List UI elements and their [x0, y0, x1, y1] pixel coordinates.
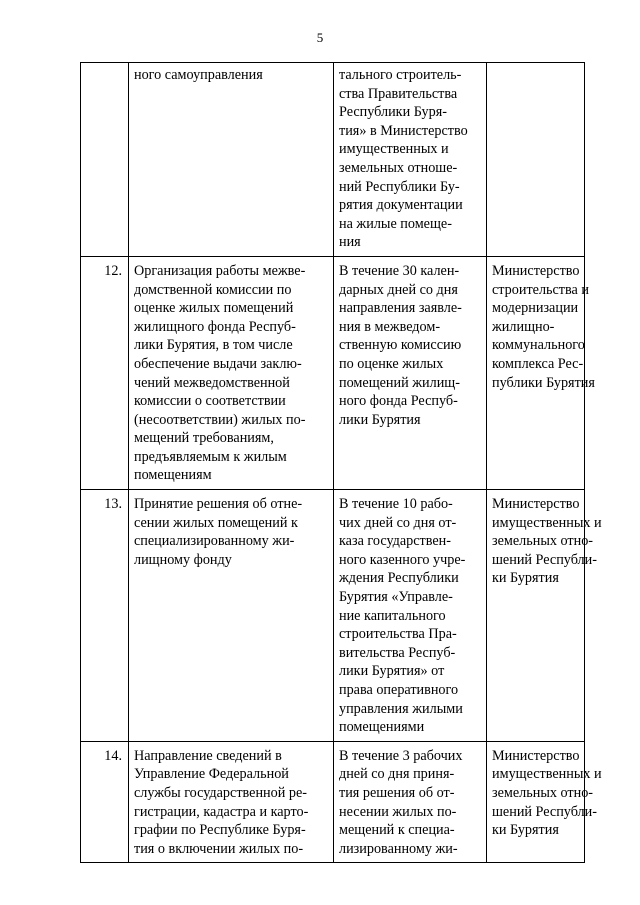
responsible-text-line: комплекса Рес-	[492, 355, 584, 372]
responsible-cell	[487, 490, 602, 742]
deadline-text-line: имущественных и	[339, 141, 449, 158]
deadline-text-line: ния в межведом-	[339, 318, 441, 335]
table-row	[81, 741, 585, 863]
deadline-text-line: В течение 30 кален-	[339, 262, 460, 279]
deadline-text-line: управления жилыми	[339, 700, 463, 717]
row-number-cell: 13.	[81, 490, 129, 742]
deadline-text-line: В течение 3 рабочих	[339, 747, 463, 764]
action-text-line: тия о включении жилых по-	[134, 840, 304, 857]
responsible-cell	[487, 63, 585, 257]
responsible-text-line: ки Бурятия	[492, 570, 559, 587]
deadline-text-line: лики Бурятия	[339, 411, 421, 428]
deadline-text-line: ного казенного учре-	[339, 551, 466, 568]
deadline-text-line: рятия документации	[339, 197, 463, 214]
deadline-text-line: ждения Республики	[339, 570, 459, 587]
action-text-line: мещений требованиям,	[134, 430, 274, 447]
action-text-line: лики Бурятия, в том числе	[134, 337, 293, 354]
responsible-text-line: публики Бурятия	[492, 374, 595, 391]
responsible-text-line: Министерство	[492, 496, 580, 513]
page-number: 5	[316, 30, 324, 45]
deadline-text-line: земельных отноше-	[339, 159, 458, 176]
deadline-text-line: помещениями	[339, 719, 425, 736]
deadline-text-line: тального строитель-	[339, 67, 462, 83]
deadline-text-line: Республики Буря-	[339, 104, 447, 121]
deadline-text-line: по оценке жилых	[339, 355, 444, 372]
responsible-text-line: жилищно-	[492, 318, 555, 335]
table-row	[81, 490, 585, 742]
responsible-cell	[487, 256, 595, 489]
deadline-text-line: строительства Пра-	[339, 626, 457, 643]
deadline-text-line: дарных дней со дня	[339, 281, 458, 298]
action-text-line: ного самоуправления	[134, 67, 263, 83]
deadline-text-line: тия решения об от-	[339, 784, 455, 801]
table-row	[81, 256, 585, 489]
deadline-text-line: В течение 10 рабо-	[339, 496, 453, 513]
action-text-line: предъявляемым к жилым	[134, 448, 287, 465]
responsible-text-line: Министерство	[492, 747, 580, 764]
deadline-text-line: ние капитального	[339, 607, 446, 624]
responsible-cell	[487, 741, 602, 863]
deadline-text-line: помещений жилищ-	[339, 374, 460, 391]
responsible-text-line: шений Республи-	[492, 551, 597, 568]
action-text-line: чений межведомственной	[134, 374, 290, 391]
action-cell	[129, 63, 334, 257]
deadline-text-line: чих дней со дня от-	[339, 514, 457, 531]
action-text-line: обеспечение выдачи заклю-	[134, 355, 302, 372]
responsible-text-line: земельных отно-	[492, 533, 594, 550]
responsible-text-line: строительства и	[492, 281, 589, 298]
action-text-line: Управление Федеральной	[134, 766, 289, 783]
deadline-cell	[334, 256, 487, 489]
responsible-text-line: ки Бурятия	[492, 822, 559, 839]
deadline-text-line: мещений к специа-	[339, 822, 455, 839]
deadline-text-line: ства Правительства	[339, 85, 458, 102]
action-text-line: гистрации, кадастра и карто-	[134, 803, 309, 820]
deadline-cell	[334, 63, 487, 257]
deadline-cell	[334, 490, 487, 742]
action-text-line: службы государственной ре-	[134, 784, 307, 801]
responsible-text-line: коммунального	[492, 337, 585, 354]
deadline-text-line: лики Бурятия» от	[339, 663, 445, 680]
row-number-cell	[81, 63, 129, 257]
action-text-line: сении жилых помещений к	[134, 514, 298, 531]
action-text-line: (несоответствии) жилых по-	[134, 411, 306, 428]
action-text-line: оценке жилых помещений	[134, 300, 294, 317]
action-text-line: комиссии о соответствии	[134, 393, 286, 410]
deadline-text-line: несении жилых по-	[339, 803, 457, 820]
deadline-text-line: лизированному жи-	[339, 840, 458, 857]
responsible-text-line: имущественных и	[492, 766, 602, 783]
row-number-cell: 14.	[81, 741, 129, 863]
action-text-line: Организация работы межве-	[134, 262, 306, 279]
deadline-text-line: каза государствен-	[339, 533, 451, 550]
action-cell	[129, 256, 334, 489]
deadline-text-line: ственную комиссию	[339, 337, 462, 354]
responsible-text-line: модернизации	[492, 300, 579, 317]
deadline-text-line: ний Республики Бу-	[339, 178, 460, 195]
deadline-cell	[334, 741, 487, 863]
action-text-line: лищному фонду	[134, 551, 232, 568]
action-text-line: жилищного фонда Респуб-	[134, 318, 296, 335]
action-text-line: помещениям	[134, 467, 212, 484]
deadline-text-line: ного фонда Респуб-	[339, 393, 458, 410]
action-text-line: домственной комиссии по	[134, 281, 292, 298]
row-number-cell: 12.	[81, 256, 129, 489]
deadline-text-line: Бурятия «Управле-	[339, 589, 453, 606]
action-text-line: Принятие решения об отне-	[134, 496, 303, 513]
action-text-line: Направление сведений в	[134, 747, 282, 764]
deadline-text-line: вительства Респуб-	[339, 644, 456, 661]
action-cell	[129, 741, 334, 863]
action-text-line: графии по Республике Буря-	[134, 822, 306, 839]
responsible-text-line: имущественных и	[492, 514, 602, 531]
responsible-text-line: Министерство	[492, 262, 580, 279]
action-text-line: специализированному жи-	[134, 533, 295, 550]
deadline-text-line: тия» в Министерство	[339, 122, 468, 139]
action-cell	[129, 490, 334, 742]
deadline-text-line: на жилые помеще-	[339, 215, 452, 232]
schedule-table	[80, 62, 602, 863]
deadline-text-line: ния	[339, 234, 361, 251]
deadline-text-line: права оперативного	[339, 682, 459, 698]
table-row	[81, 63, 585, 257]
deadline-text-line: направления заявле-	[339, 300, 462, 317]
responsible-text-line: земельных отно-	[492, 784, 594, 801]
responsible-text-line: шений Республи-	[492, 803, 597, 820]
deadline-text-line: дней со дня приня-	[339, 766, 455, 783]
